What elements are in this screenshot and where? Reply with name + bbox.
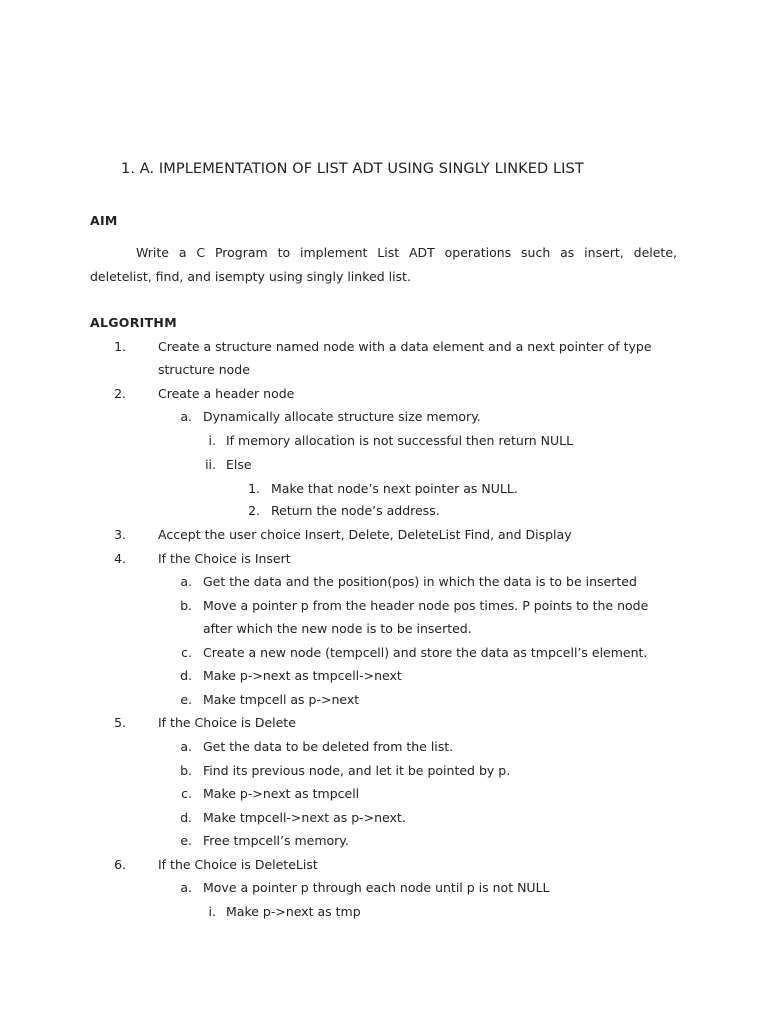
step-number: 6. (114, 857, 126, 872)
aim-paragraph (90, 241, 677, 289)
step-text: If the Choice is Delete (158, 715, 296, 730)
substep-text: Make p->next as tmpcell (203, 786, 360, 801)
substep-letter: a. (180, 739, 192, 754)
substep-text: Get the data to be deleted from the list. (203, 739, 454, 754)
substep-text: Find its previous node, and let it be pointed by p. (203, 763, 511, 778)
substep-number: 1. (248, 481, 260, 496)
substep-letter: a. (180, 574, 192, 589)
step-text: Create a structure named node with a data element and a next pointer of type (158, 339, 652, 354)
substep-text: Create a new node (tempcell) and store the data as tmpcell’s element. (203, 645, 648, 660)
step-number: 3. (114, 527, 126, 542)
document-title: 1. A. IMPLEMENTATION OF LIST ADT USING SINGLY LINKED LIST (121, 161, 584, 177)
substep-number: 2. (248, 503, 260, 518)
step-number: 5. (114, 715, 126, 730)
substep-letter: c. (181, 645, 192, 660)
substep-text: after which the new node is to be inserted. (203, 621, 472, 636)
step-number: 1. (114, 339, 126, 354)
substep-roman: i. (208, 433, 216, 448)
substep-text: Make tmpcell->next as p->next. (203, 810, 406, 825)
substep-text: If memory allocation is not successful then return NULL (226, 433, 574, 448)
substep-roman: i. (208, 904, 216, 919)
aim-text-line-1: Write a C Program to implement List ADT operations such as insert, delete, (136, 245, 677, 260)
substep-text: Make p->next as tmpcell->next (203, 668, 402, 683)
substep-text: Move a pointer p through each node until p is not NULL (203, 880, 550, 895)
substep-text: Make that node’s next pointer as NULL. (271, 481, 518, 496)
substep-text: Free tmpcell’s memory. (203, 833, 349, 848)
aim-text-line-2: deletelist, find, and isempty using singly linked list. (90, 269, 411, 284)
substep-text: Make p->next as tmp (226, 904, 361, 919)
substep-text: Return the node’s address. (271, 503, 440, 518)
step-number: 4. (114, 551, 126, 566)
algorithm-heading: ALGORITHM (90, 315, 177, 330)
substep-text: Move a pointer p from the header node pos times. P points to the node (203, 598, 649, 613)
substep-letter: e. (180, 692, 192, 707)
step-text: Create a header node (158, 386, 295, 401)
step-text: Accept the user choice Insert, Delete, DeleteList Find, and Display (158, 527, 572, 542)
substep-letter: d. (180, 810, 192, 825)
substep-letter: a. (180, 880, 192, 895)
substep-letter: c. (181, 786, 192, 801)
step-text: If the Choice is DeleteList (158, 857, 318, 872)
step-text: structure node (158, 362, 250, 377)
substep-letter: b. (180, 763, 192, 778)
step-text: If the Choice is Insert (158, 551, 291, 566)
substep-text: Make tmpcell as p->next (203, 692, 360, 707)
substep-text: Else (226, 457, 252, 472)
substep-letter: d. (180, 668, 192, 683)
substep-letter: e. (180, 833, 192, 848)
substep-roman: ii. (205, 457, 216, 472)
substep-letter: a. (180, 409, 192, 424)
aim-heading: AIM (90, 213, 118, 228)
substep-letter: b. (180, 598, 192, 613)
step-number: 2. (114, 386, 126, 401)
substep-text: Dynamically allocate structure size memory. (203, 409, 481, 424)
substep-text: Get the data and the position(pos) in which the data is to be inserted (203, 574, 637, 589)
